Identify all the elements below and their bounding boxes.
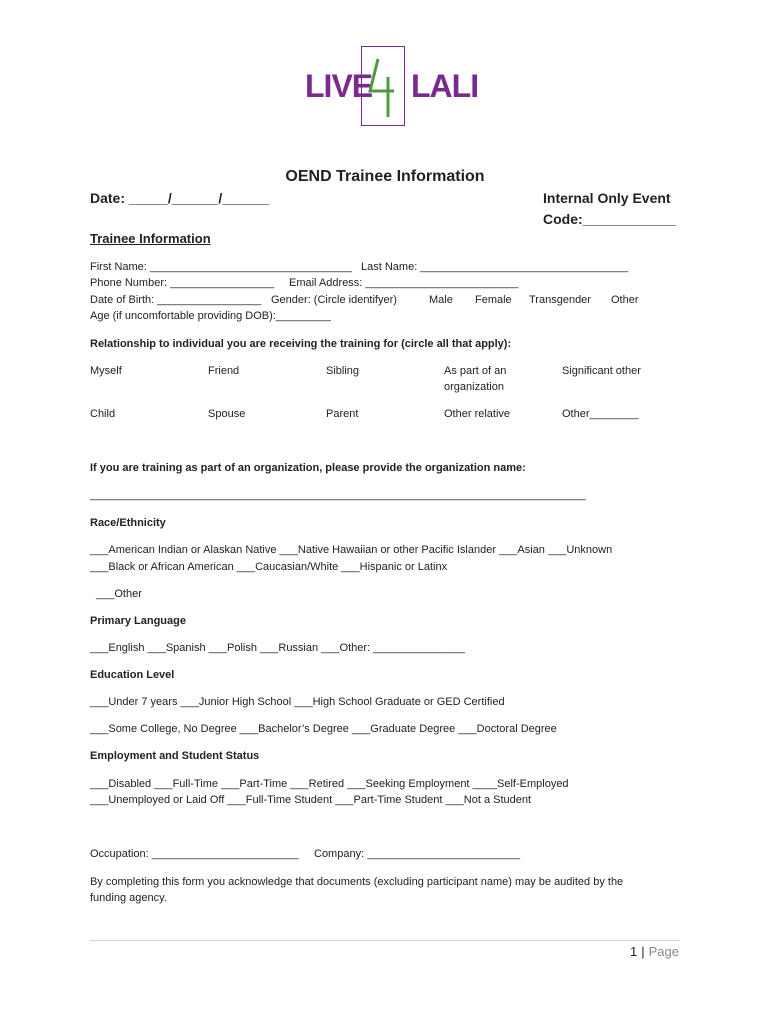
page-label: Page [648, 944, 679, 959]
last-name-field[interactable]: Last Name: __________________________________ [361, 261, 629, 273]
footer-divider [90, 940, 680, 941]
trainee-section-heading: Trainee Information [90, 231, 211, 246]
relationship-other[interactable]: Other________ [562, 408, 639, 420]
relationship-other-relative[interactable]: Other relative [444, 408, 511, 420]
language-options[interactable]: ___English ___Spanish ___Polish ___Russian ___Other: _______________ [90, 642, 465, 654]
company-field[interactable]: Company: _________________________ [314, 848, 521, 860]
relationship-parent[interactable]: Parent [326, 408, 359, 420]
education-options-line2[interactable]: ___Some College, No Degree ___Bachelor’s Degree ___Graduate Degree ___Doctoral Degree [90, 723, 557, 735]
employment-heading: Employment and Student Status [90, 750, 260, 762]
footer-separator: | [641, 944, 645, 959]
dob-field[interactable]: Date of Birth: _________________ [90, 294, 262, 306]
gender-option-male[interactable]: Male [429, 294, 453, 306]
logo-text-live: LIVE [305, 68, 373, 104]
relationship-myself[interactable]: Myself [90, 365, 122, 377]
relationship-sibling[interactable]: Sibling [326, 365, 360, 377]
page-title: OEND Trainee Information [285, 168, 485, 185]
relationship-organization[interactable]: As part of an [444, 365, 507, 377]
organization-name-field[interactable]: _________________________________________________________________________________ [90, 489, 586, 501]
date-field[interactable]: Date: _____/______/______ [90, 190, 270, 206]
event-code-field[interactable]: Code:____________ [543, 211, 677, 227]
phone-field[interactable]: Phone Number: _________________ [90, 277, 275, 289]
logo-four-icon [362, 47, 406, 127]
page-footer [630, 944, 679, 959]
disclaimer-line1: By completing this form you acknowledge that documents (excluding participant name) may be audited by the [90, 876, 624, 888]
race-heading: Race/Ethnicity [90, 517, 166, 529]
relationship-heading: Relationship to individual you are receiving the training for (circle all that apply): [90, 338, 512, 350]
gender-option-other[interactable]: Other [611, 294, 639, 306]
live4lali-logo [305, 46, 479, 128]
employment-options-line1[interactable]: ___Disabled ___Full-Time ___Part-Time ___Retired ___Seeking Employment ____Self-Employed [90, 778, 569, 790]
education-heading: Education Level [90, 669, 175, 681]
page-number: 1 [630, 944, 638, 959]
disclaimer-line2: funding agency. [90, 892, 167, 904]
relationship-organization-cont[interactable]: organization [444, 381, 504, 393]
email-field[interactable]: Email Address: _________________________ [289, 277, 519, 289]
race-options-line1[interactable]: ___American Indian or Alaskan Native ___Native Hawaiian or other Pacific Islander ___Asian ___Unknown [90, 544, 613, 556]
logo-emblem-box [361, 46, 405, 126]
organization-heading: If you are training as part of an organization, please provide the organization name: [90, 462, 526, 474]
relationship-significant-other[interactable]: Significant other [562, 365, 641, 377]
logo-text-lali: LALI [411, 68, 479, 104]
gender-label: Gender: (Circle identifyer) [271, 294, 397, 306]
race-options-line2[interactable]: ___Black or African American ___Caucasian/White ___Hispanic or Latinx [90, 561, 448, 573]
gender-option-transgender[interactable]: Transgender [529, 294, 591, 306]
internal-event-label: Internal Only Event [543, 190, 671, 206]
gender-option-female[interactable]: Female [475, 294, 512, 306]
employment-options-line2[interactable]: ___Unemployed or Laid Off ___Full-Time Student ___Part-Time Student ___Not a Student [90, 794, 532, 806]
occupation-field[interactable]: Occupation: ________________________ [90, 848, 299, 860]
first-name-field[interactable]: First Name: _________________________________ [90, 261, 352, 273]
age-field[interactable]: Age (if uncomfortable providing DOB):_________ [90, 310, 331, 322]
relationship-friend[interactable]: Friend [208, 365, 240, 377]
relationship-child[interactable]: Child [90, 408, 116, 420]
education-options-line1[interactable]: ___Under 7 years ___Junior High School ___High School Graduate or GED Certified [90, 696, 505, 708]
race-option-other[interactable]: ___Other [96, 588, 142, 600]
language-heading: Primary Language [90, 615, 186, 627]
relationship-spouse[interactable]: Spouse [208, 408, 246, 420]
